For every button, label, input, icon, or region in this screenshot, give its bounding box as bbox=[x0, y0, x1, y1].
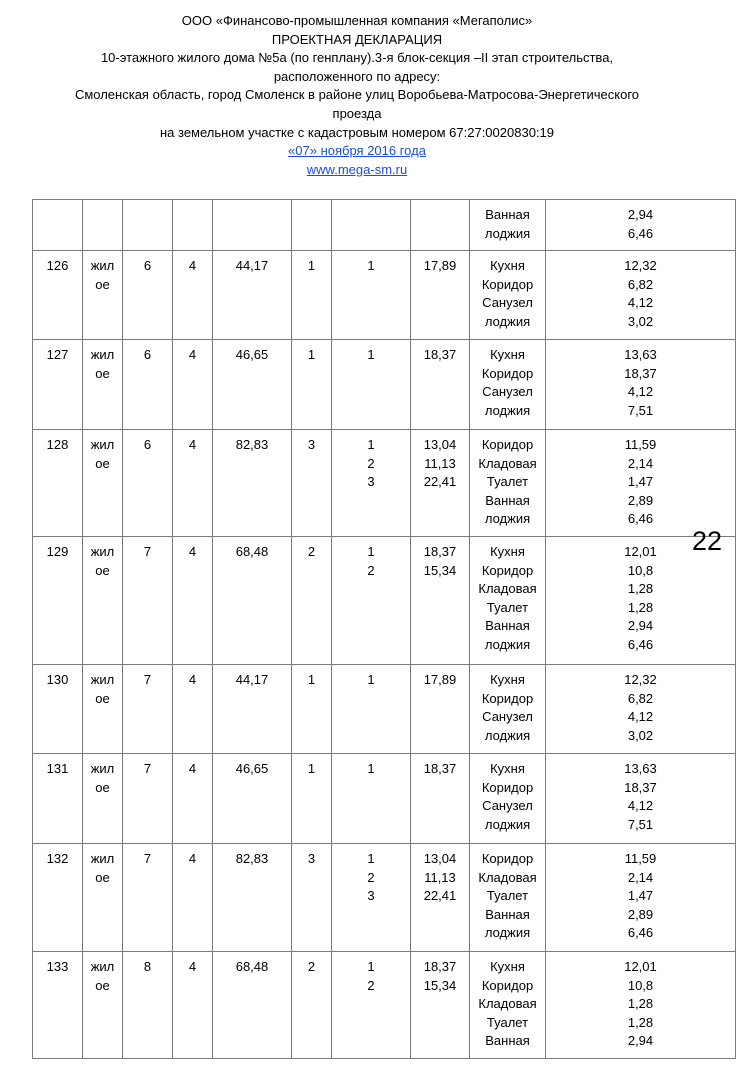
aux-room-names-cell-line: Коридор bbox=[481, 977, 534, 993]
aux-room-areas-cell-line: 3,02 bbox=[627, 313, 654, 329]
premise-type-cell-line: ое bbox=[95, 779, 110, 795]
floor-cell: 6 bbox=[123, 340, 173, 430]
aux-room-areas-cell-line: 1,28 bbox=[627, 581, 654, 597]
room-numbers-cell-line: 1 bbox=[367, 959, 375, 974]
aux-room-areas-cell-line: 4,12 bbox=[627, 709, 654, 725]
room-numbers-cell bbox=[332, 251, 411, 340]
aux-room-names-cell-line: Коридор bbox=[481, 276, 534, 292]
section-cell: 4 bbox=[173, 340, 213, 430]
aux-room-areas-cell-line: 1,28 bbox=[627, 1014, 654, 1030]
room-numbers-cell bbox=[332, 665, 411, 754]
aux-room-names-cell bbox=[470, 200, 546, 251]
room-areas-cell-line: 18,37 bbox=[423, 959, 457, 974]
apartment-number-cell: 126 bbox=[33, 251, 83, 340]
aux-room-areas-cell-line: 2,89 bbox=[627, 492, 654, 508]
table-row bbox=[33, 251, 736, 340]
section-cell: 4 bbox=[173, 952, 213, 1059]
aux-room-names-cell-line: Кладовая bbox=[478, 996, 537, 1012]
floor-cell: 6 bbox=[123, 430, 173, 537]
aux-room-names-cell bbox=[470, 430, 546, 537]
aux-room-areas-cell-line: 2,89 bbox=[627, 906, 654, 922]
aux-room-names-cell-line: Туалет bbox=[486, 599, 529, 615]
aux-room-areas-cell-line: 11,59 bbox=[624, 437, 657, 452]
aux-room-names-cell-line: Туалет bbox=[486, 1014, 529, 1030]
rooms-count-cell: 3 bbox=[292, 844, 332, 952]
premise-type-cell-line: ое bbox=[95, 977, 110, 993]
floor-cell: 8 bbox=[123, 952, 173, 1059]
aux-room-names-cell-line: Санузел bbox=[482, 384, 533, 400]
room-areas-cell-line: 17,89 bbox=[423, 258, 457, 273]
table-row bbox=[33, 754, 736, 844]
rooms-count-cell: 1 bbox=[292, 251, 332, 340]
website-link[interactable]: www.mega-sm.ru bbox=[306, 161, 408, 177]
total-area-cell: 44,17 bbox=[213, 665, 292, 754]
aux-room-names-cell bbox=[470, 340, 546, 430]
aux-room-areas-cell bbox=[546, 754, 736, 844]
aux-room-names-cell bbox=[470, 251, 546, 340]
apartment-number-cell: 130 bbox=[33, 665, 83, 754]
aux-room-names-cell-line: Коридор bbox=[481, 779, 534, 795]
aux-room-names-cell-line: Ванная bbox=[485, 207, 530, 222]
room-areas-cell-line: 11,13 bbox=[424, 455, 456, 471]
floor-cell: 6 bbox=[123, 251, 173, 340]
section-cell: 4 bbox=[173, 251, 213, 340]
apartment-number-cell: 127 bbox=[33, 340, 83, 430]
apartment-number-cell: 129 bbox=[33, 537, 83, 665]
room-areas-cell bbox=[411, 754, 470, 844]
room-areas-cell-line: 15,34 bbox=[423, 562, 457, 578]
section-cell: 4 bbox=[173, 754, 213, 844]
room-numbers-cell bbox=[332, 537, 411, 665]
aux-room-names-cell-line: Коридор bbox=[481, 365, 534, 381]
aux-room-names-cell-line: Санузел bbox=[482, 709, 533, 725]
aux-room-names-cell-line: Кухня bbox=[490, 761, 525, 776]
apartment-number-cell: 133 bbox=[33, 952, 83, 1059]
room-areas-cell bbox=[411, 340, 470, 430]
section-cell: 4 bbox=[173, 537, 213, 665]
total-area-cell: 68,48 bbox=[213, 952, 292, 1059]
aux-room-areas-cell-line: 12,32 bbox=[624, 672, 657, 687]
aux-room-areas-cell-line: 6,82 bbox=[627, 690, 654, 706]
rooms-count-cell: 1 bbox=[292, 340, 332, 430]
premise-type-cell-line: ое bbox=[95, 365, 110, 381]
section-cell: 4 bbox=[173, 844, 213, 952]
room-numbers-cell bbox=[332, 844, 411, 952]
floor-cell bbox=[123, 200, 173, 251]
aux-room-areas-cell-line: 2,94 bbox=[627, 207, 654, 222]
aux-room-names-cell-line: Коридор bbox=[481, 562, 534, 578]
address-intro: расположенного по адресу: bbox=[273, 68, 441, 84]
apartment-number-cell bbox=[33, 200, 83, 251]
aux-room-areas-cell-line: 13,63 bbox=[624, 761, 657, 776]
aux-room-names-cell-line: Кухня bbox=[490, 672, 525, 687]
room-numbers-cell-line: 2 bbox=[367, 455, 375, 471]
premise-type-cell bbox=[83, 952, 123, 1059]
document-title: ПРОЕКТНАЯ ДЕКЛАРАЦИЯ bbox=[271, 31, 443, 47]
room-areas-cell-line: 18,37 bbox=[423, 761, 457, 776]
floor-cell: 7 bbox=[123, 665, 173, 754]
aux-room-areas-cell-line: 4,12 bbox=[627, 384, 654, 400]
aux-room-names-cell bbox=[470, 952, 546, 1059]
room-numbers-cell-line: 1 bbox=[367, 761, 375, 776]
total-area-cell: 44,17 bbox=[213, 251, 292, 340]
table-row bbox=[33, 340, 736, 430]
aux-room-names-cell-line: Кухня bbox=[490, 959, 525, 974]
aux-room-areas-cell-line: 6,46 bbox=[627, 636, 654, 652]
premise-type-cell-line: ое bbox=[95, 562, 110, 578]
table-row bbox=[33, 665, 736, 754]
room-numbers-cell-line: 1 bbox=[367, 672, 375, 687]
aux-room-names-cell-line: лоджия bbox=[484, 402, 531, 418]
room-numbers-cell-line: 2 bbox=[367, 869, 375, 885]
page-number: 22 bbox=[692, 526, 723, 556]
room-areas-cell bbox=[411, 430, 470, 537]
aux-room-areas-cell-line: 7,51 bbox=[627, 816, 654, 832]
aux-room-areas-cell-line: 11,59 bbox=[624, 851, 657, 866]
aux-room-names-cell-line: Ванная bbox=[485, 906, 530, 922]
building-description: 10-этажного жилого дома №5а (по генплану).3-я блок-секция –II этап строительства, bbox=[100, 50, 614, 66]
premise-type-cell-line: ое bbox=[95, 455, 110, 471]
aux-room-areas-cell-line: 12,01 bbox=[624, 544, 657, 559]
room-areas-cell-line: 18,37 bbox=[423, 544, 457, 559]
aux-room-names-cell-line: лоджия bbox=[484, 816, 531, 832]
room-numbers-cell-line: 3 bbox=[367, 888, 375, 904]
total-area-cell: 46,65 bbox=[213, 340, 292, 430]
aux-room-areas-cell-line: 12,32 bbox=[624, 258, 657, 273]
document-header bbox=[0, 12, 714, 179]
aux-room-names-cell-line: Туалет bbox=[486, 888, 529, 904]
aux-room-areas-cell-line: 1,47 bbox=[627, 888, 654, 904]
aux-room-names-cell-line: лоджия bbox=[484, 636, 531, 652]
aux-room-names-cell-line: Кухня bbox=[490, 258, 525, 273]
aux-room-names-cell-line: Коридор bbox=[481, 851, 534, 866]
aux-room-areas-cell-line: 12,01 bbox=[624, 959, 657, 974]
aux-room-names-cell-line: Кухня bbox=[490, 347, 525, 362]
aux-room-areas-cell-line: 2,94 bbox=[627, 618, 654, 634]
premise-type-cell-line: ое bbox=[95, 869, 110, 885]
room-numbers-cell bbox=[332, 952, 411, 1059]
aux-room-areas-cell-line: 13,63 bbox=[624, 347, 657, 362]
room-numbers-cell-line: 1 bbox=[367, 544, 375, 559]
table-row bbox=[33, 952, 736, 1059]
aux-room-names-cell-line: лоджия bbox=[484, 313, 531, 329]
premise-type-cell bbox=[83, 340, 123, 430]
premise-type-cell-line: ое bbox=[95, 276, 110, 292]
room-areas-cell-line: 13,04 bbox=[423, 437, 457, 452]
premise-type-cell-line: жил bbox=[90, 851, 115, 866]
aux-room-areas-cell bbox=[546, 200, 736, 251]
aux-room-names-cell bbox=[470, 844, 546, 952]
premise-type-cell-line: жил bbox=[90, 437, 115, 452]
aux-room-names-cell-line: Кладовая bbox=[478, 869, 537, 885]
date-link[interactable]: «07» ноября 2016 года bbox=[288, 143, 426, 159]
aux-room-names-cell bbox=[470, 537, 546, 665]
aux-room-areas-cell bbox=[546, 340, 736, 430]
aux-room-names-cell bbox=[470, 665, 546, 754]
room-areas-cell bbox=[411, 665, 470, 754]
aux-room-areas-cell bbox=[546, 952, 736, 1059]
aux-room-areas-cell-line: 1,28 bbox=[627, 996, 654, 1012]
table-row bbox=[33, 430, 736, 537]
total-area-cell: 82,83 bbox=[213, 844, 292, 952]
aux-room-areas-cell-line: 4,12 bbox=[627, 295, 654, 311]
room-areas-cell-line: 22,41 bbox=[423, 888, 457, 904]
aux-room-names-cell-line: Ванная bbox=[485, 492, 530, 508]
premise-type-cell bbox=[83, 844, 123, 952]
room-areas-cell bbox=[411, 200, 470, 251]
aux-room-names-cell-line: Кухня bbox=[490, 544, 525, 559]
premise-type-cell-line: жил bbox=[90, 347, 115, 362]
aux-room-names-cell-line: Коридор bbox=[481, 437, 534, 452]
cadastral-number: на земельном участке с кадастровым номером 67:27:0020830:19 bbox=[159, 124, 554, 140]
room-numbers-cell-line: 1 bbox=[367, 258, 375, 273]
table-row bbox=[33, 844, 736, 952]
premise-type-cell bbox=[83, 754, 123, 844]
apartment-number-cell: 128 bbox=[33, 430, 83, 537]
room-numbers-cell-line: 1 bbox=[367, 851, 375, 866]
rooms-count-cell: 2 bbox=[292, 537, 332, 665]
address-line-2: проезда bbox=[332, 105, 382, 121]
section-cell: 4 bbox=[173, 665, 213, 754]
room-numbers-cell bbox=[332, 200, 411, 251]
rooms-count-cell: 1 bbox=[292, 754, 332, 844]
aux-room-names-cell-line: Санузел bbox=[482, 798, 533, 814]
aux-room-areas-cell-line: 2,14 bbox=[627, 455, 654, 471]
room-numbers-cell-line: 1 bbox=[367, 437, 375, 452]
total-area-cell bbox=[213, 200, 292, 251]
aux-room-areas-cell-line: 2,14 bbox=[627, 869, 654, 885]
section-cell bbox=[173, 200, 213, 251]
room-areas-cell-line: 18,37 bbox=[423, 347, 457, 362]
aux-room-areas-cell-line: 1,47 bbox=[627, 474, 654, 490]
table-row bbox=[33, 537, 736, 665]
total-area-cell: 46,65 bbox=[213, 754, 292, 844]
aux-room-names-cell-line: лоджия bbox=[484, 511, 531, 527]
aux-room-names-cell-line: Кладовая bbox=[478, 455, 537, 471]
aux-room-names-cell bbox=[470, 754, 546, 844]
aux-room-areas-cell bbox=[546, 251, 736, 340]
premise-type-cell-line: жил bbox=[90, 761, 115, 776]
premise-type-cell bbox=[83, 200, 123, 251]
aux-room-names-cell-line: Туалет bbox=[486, 474, 529, 490]
floor-cell: 7 bbox=[123, 844, 173, 952]
aux-room-names-cell-line: лоджия bbox=[484, 225, 531, 241]
rooms-count-cell bbox=[292, 200, 332, 251]
premise-type-cell bbox=[83, 665, 123, 754]
aux-room-areas-cell-line: 6,46 bbox=[627, 225, 654, 241]
room-areas-cell bbox=[411, 251, 470, 340]
aux-room-areas-cell-line: 18,37 bbox=[624, 365, 657, 381]
rooms-count-cell: 2 bbox=[292, 952, 332, 1059]
aux-room-areas-cell bbox=[546, 844, 736, 952]
premise-type-cell-line: жил bbox=[90, 672, 115, 687]
room-areas-cell-line: 15,34 bbox=[423, 977, 457, 993]
aux-room-areas-cell-line: 2,94 bbox=[627, 1033, 654, 1049]
aux-room-areas-cell bbox=[546, 430, 736, 537]
room-areas-cell bbox=[411, 844, 470, 952]
apartment-number-cell: 132 bbox=[33, 844, 83, 952]
floor-cell: 7 bbox=[123, 754, 173, 844]
room-areas-cell bbox=[411, 952, 470, 1059]
room-areas-cell-line: 13,04 bbox=[423, 851, 457, 866]
premise-type-cell bbox=[83, 251, 123, 340]
premise-type-cell-line: жил bbox=[90, 258, 115, 273]
room-areas-cell-line: 11,13 bbox=[424, 869, 456, 885]
premise-type-cell bbox=[83, 430, 123, 537]
aux-room-areas-cell-line: 3,02 bbox=[627, 727, 654, 743]
total-area-cell: 82,83 bbox=[213, 430, 292, 537]
aux-room-names-cell-line: Коридор bbox=[481, 690, 534, 706]
aux-room-areas-cell-line: 18,37 bbox=[624, 779, 657, 795]
room-numbers-cell bbox=[332, 430, 411, 537]
aux-room-names-cell-line: лоджия bbox=[484, 727, 531, 743]
room-numbers-cell-line: 2 bbox=[367, 562, 375, 578]
aux-room-areas-cell-line: 6,82 bbox=[627, 276, 654, 292]
floor-cell: 7 bbox=[123, 537, 173, 665]
apartment-number-cell: 131 bbox=[33, 754, 83, 844]
aux-room-names-cell-line: Ванная bbox=[485, 1033, 530, 1049]
aux-room-areas-cell-line: 10,8 bbox=[627, 977, 654, 993]
room-numbers-cell bbox=[332, 340, 411, 430]
table-row bbox=[33, 200, 736, 251]
room-areas-cell-line: 17,89 bbox=[423, 672, 457, 687]
premise-type-cell-line: жил bbox=[90, 544, 115, 559]
room-numbers-cell-line: 3 bbox=[367, 474, 375, 490]
aux-room-areas-cell bbox=[546, 665, 736, 754]
room-numbers-cell bbox=[332, 754, 411, 844]
room-numbers-cell-line: 2 bbox=[367, 977, 375, 993]
section-cell: 4 bbox=[173, 430, 213, 537]
aux-room-areas-cell-line: 1,28 bbox=[627, 599, 654, 615]
aux-room-names-cell-line: Санузел bbox=[482, 295, 533, 311]
rooms-count-cell: 1 bbox=[292, 665, 332, 754]
aux-room-areas-cell-line: 6,46 bbox=[627, 511, 654, 527]
room-areas-cell bbox=[411, 537, 470, 665]
premise-type-cell-line: ое bbox=[95, 690, 110, 706]
premise-type-cell bbox=[83, 537, 123, 665]
aux-room-areas-cell-line: 6,46 bbox=[627, 925, 654, 941]
apartments-table bbox=[32, 199, 736, 1059]
rooms-count-cell: 3 bbox=[292, 430, 332, 537]
aux-room-names-cell-line: Кладовая bbox=[478, 581, 537, 597]
aux-room-areas-cell-line: 7,51 bbox=[627, 402, 654, 418]
room-numbers-cell-line: 1 bbox=[367, 347, 375, 362]
total-area-cell: 68,48 bbox=[213, 537, 292, 665]
room-areas-cell-line: 22,41 bbox=[423, 474, 457, 490]
address-line-1: Смоленская область, город Смоленск в районе улиц Воробьева-Матросова-Энергетического bbox=[74, 87, 640, 103]
premise-type-cell-line: жил bbox=[90, 959, 115, 974]
aux-room-names-cell-line: Ванная bbox=[485, 618, 530, 634]
aux-room-names-cell-line: лоджия bbox=[484, 925, 531, 941]
company-name: ООО «Финансово-промышленная компания «Мегаполис» bbox=[181, 13, 533, 28]
aux-room-areas-cell-line: 4,12 bbox=[627, 798, 654, 814]
aux-room-areas-cell-line: 10,8 bbox=[627, 562, 654, 578]
